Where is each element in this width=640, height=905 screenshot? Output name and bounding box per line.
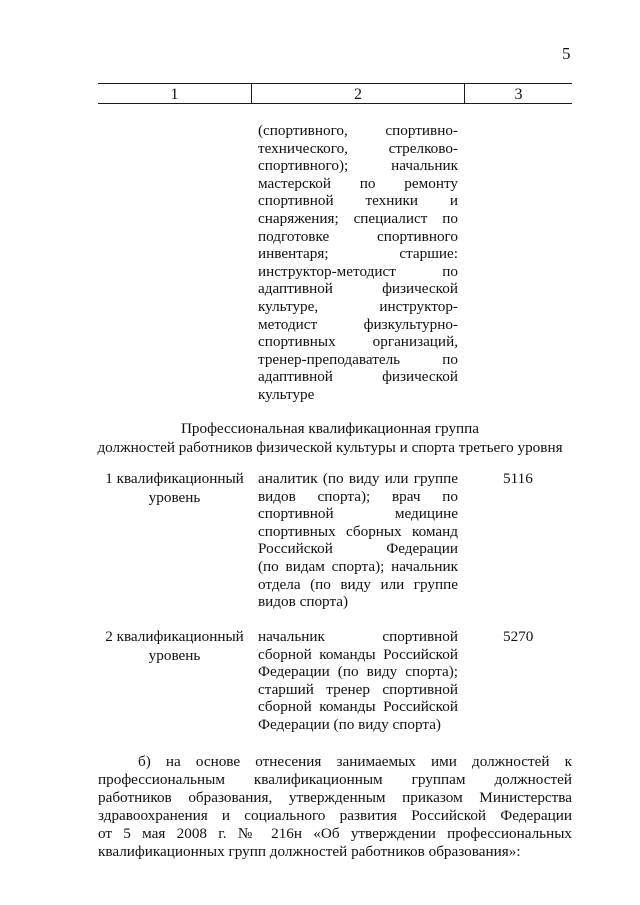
paragraph-line: здравоохранения и социального развития Российской Федерации xyxy=(98,807,572,824)
level-label-line: уровень xyxy=(148,489,201,506)
cell-line: (спортивного, спортивно- xyxy=(258,122,458,139)
cell-line: Федерации (по виду спорта) xyxy=(258,715,441,733)
cell-line: видов спорта); врач по xyxy=(258,487,458,505)
cell-line: начальник спортивной xyxy=(258,628,458,645)
column-header-3: 3 xyxy=(514,86,523,103)
cell-line: инвентаря; старшие: xyxy=(258,245,458,263)
cell-line: технического, стрелково- xyxy=(258,139,458,157)
cell-line: (по видам спорта); начальник xyxy=(258,557,458,575)
cell-line: Федерации (по виду спорта); xyxy=(258,663,458,681)
column-header-2: 2 xyxy=(354,86,362,103)
cell-line: старший тренер спортивной xyxy=(258,680,458,698)
cell-line: спортивного); начальник xyxy=(258,157,458,175)
cell-line: подготовке спортивного xyxy=(258,227,458,245)
cell-line: Российской Федерации xyxy=(258,540,458,558)
level-label-line: уровень xyxy=(148,647,201,664)
cell-line: адаптивной физической xyxy=(258,368,458,386)
level-label-line: 2 квалификационный xyxy=(105,628,244,645)
cell-line: видов спорта) xyxy=(258,593,349,611)
cell-line: спортивных организаций, xyxy=(258,333,458,351)
paragraph-line: б) на основе отнесения занимаемых ими должностей к xyxy=(138,753,572,770)
paragraph-line: квалификационных групп должностей работников образования»: xyxy=(98,843,521,860)
cell-line: адаптивной физической xyxy=(258,280,458,298)
paragraph-line: от 5 мая 2008 г. № 216н «Об утверждении профессиональных xyxy=(98,825,572,842)
cell-line: мастерской по ремонту xyxy=(258,174,458,192)
cell-line: спортивных сборных команд xyxy=(258,522,458,540)
continuation-positions-cell xyxy=(258,122,458,404)
table-header-top-rule xyxy=(98,83,572,84)
level-2-code: 5270 xyxy=(503,628,534,645)
paragraph-line: работников образования, утвержденным приказом Министерства xyxy=(98,789,572,806)
cell-line: спортивной медицине xyxy=(258,505,458,523)
cell-line: сборной команды Российской xyxy=(258,698,458,716)
page-number: 5 xyxy=(562,44,571,63)
level-1-code: 5116 xyxy=(503,470,533,487)
paragraph-line: профессиональным квалификационным группам должностей xyxy=(98,771,572,788)
cell-line: аналитик (по виду или группе xyxy=(258,470,458,487)
level-1-label xyxy=(98,469,251,507)
cell-line: культуре xyxy=(258,385,315,403)
group-heading-line: должностей работников физической культуры и спорта третьего уровня xyxy=(97,439,563,456)
level-label-line: 1 квалификационный xyxy=(105,470,244,487)
cell-line: тренер-преподаватель по xyxy=(258,350,458,368)
cell-line: инструктор-методист по xyxy=(258,262,458,280)
cell-line: спортивной техники и xyxy=(258,192,458,210)
level-2-positions-cell xyxy=(258,628,458,734)
level-1-positions-cell xyxy=(258,470,458,611)
column-header-1: 1 xyxy=(170,86,179,103)
cell-line: снаряжения; специалист по xyxy=(258,209,458,227)
cell-line: сборной команды Российской xyxy=(258,645,458,663)
body-paragraph xyxy=(98,753,572,861)
cell-line: культуре, инструктор- xyxy=(258,297,458,315)
cell-line: методист физкультурно- xyxy=(258,315,458,333)
cell-line: отдела (по виду или группе xyxy=(258,575,458,593)
qualification-group-heading xyxy=(80,419,580,457)
group-heading-line: Профессиональная квалификационная группа xyxy=(180,420,480,437)
level-2-label xyxy=(98,627,251,665)
